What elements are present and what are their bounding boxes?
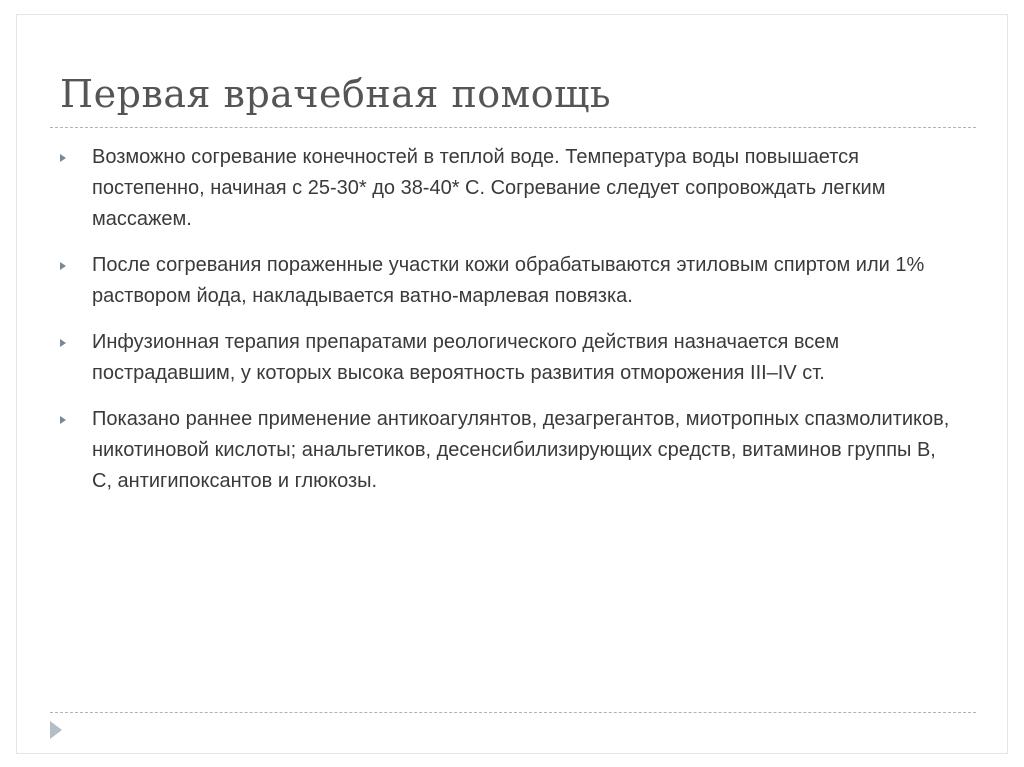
- triangle-right-icon: [60, 154, 66, 162]
- bullet-list: [58, 142, 958, 512]
- bullet-text: Возможно согревание конечностей в теплой воде. Температура воды повышается постепенно, начиная с 25-30* до 38-40* С. Согревание следует сопровождать легким массажем.: [92, 146, 886, 230]
- triangle-right-icon: [60, 262, 66, 270]
- triangle-right-icon: [50, 721, 62, 739]
- bullet-text: Инфузионная терапия препаратами реологического действия назначается всем пострадавшим, у которых высока вероятность развития отморожения III–IV ст.: [92, 331, 840, 384]
- title-divider: [50, 127, 976, 128]
- bullet-item: [58, 404, 958, 497]
- bullet-text: После согревания пораженные участки кожи обрабатываются этиловым спиртом или 1% раствором йода, накладывается ватно-марлевая повязка.: [92, 254, 925, 307]
- triangle-right-icon: [60, 339, 66, 347]
- footer-divider: [50, 712, 976, 713]
- bullet-item: [58, 327, 958, 389]
- bullet-item: [58, 250, 958, 312]
- bullet-item: [58, 142, 958, 235]
- bullet-text: Показано раннее применение антикоагулянтов, дезагрегантов, миотропных спазмолитиков, никотиновой кислоты; анальгетиков, десенсибилизирующих средств, витаминов группы В, С, антигипоксантов и глюкозы.: [92, 408, 950, 492]
- triangle-right-icon: [60, 416, 66, 424]
- slide-title: Первая врачебная помощь: [60, 72, 612, 116]
